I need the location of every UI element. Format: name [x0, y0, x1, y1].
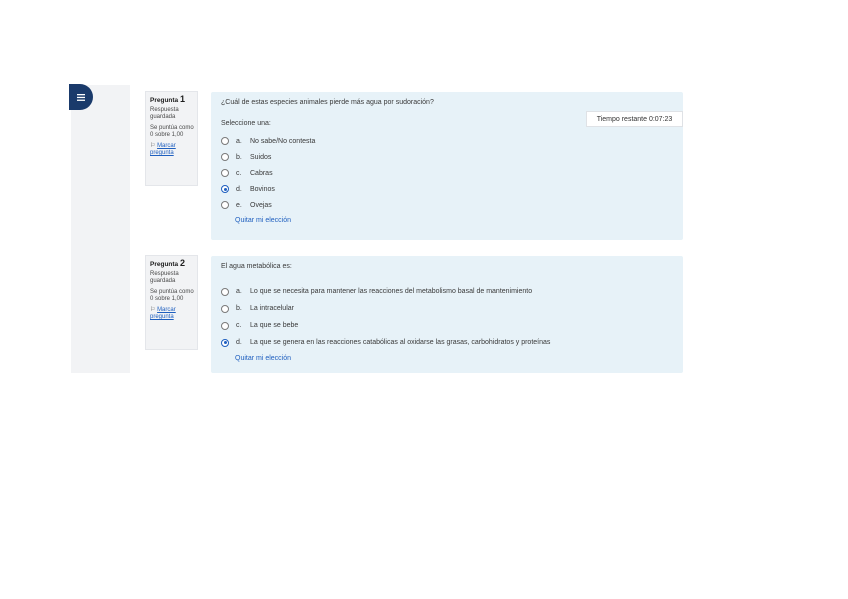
option-letter: c.	[236, 169, 242, 177]
question-2-panel	[211, 256, 683, 373]
option-2b[interactable]	[221, 300, 673, 317]
option-text: No sabe/No contesta	[250, 137, 316, 145]
option-2a[interactable]	[221, 283, 673, 300]
option-text: La que se genera en las reacciones catabólicas al oxidarse las grasas, carbohidratos y proteínas	[250, 339, 551, 346]
option-letter: d.	[236, 339, 242, 346]
question-status: Respuesta guardada	[150, 106, 179, 120]
option-text: Lo que se necesita para mantener las reacciones del metabolismo basal de mantenimiento	[250, 288, 533, 295]
flag-icon: ⚐	[150, 306, 156, 313]
question-score: Se puntúa como 0 sobre 1,00	[150, 288, 194, 302]
option-letter: d.	[236, 185, 242, 193]
clear-choice-link[interactable]: Quitar mi elección	[235, 355, 292, 362]
option-text: Suidos	[250, 153, 272, 161]
option-1c[interactable]	[221, 165, 673, 181]
timer-label: Tiempo restante 0:07:23	[596, 115, 673, 123]
option-1d[interactable]	[221, 181, 673, 197]
radio-button[interactable]	[221, 169, 229, 177]
question-2-text: El agua metabólica es:	[221, 263, 292, 270]
question-number: 2	[179, 258, 185, 268]
radio-button[interactable]	[221, 153, 229, 161]
left-drawer-strip	[71, 85, 130, 373]
option-text: La intracelular	[250, 305, 294, 312]
question-1-text: ¿Cuál de estas especies animales pierde más agua por sudoración?	[221, 99, 434, 106]
question-2-title	[150, 260, 194, 269]
option-letter: b.	[236, 153, 242, 161]
option-text: Bovinos	[250, 185, 275, 193]
option-letter: e.	[236, 201, 242, 209]
question-score: Se puntúa como 0 sobre 1,00	[150, 124, 194, 138]
radio-button[interactable]	[221, 288, 229, 296]
option-letter: c.	[236, 322, 242, 329]
option-1b[interactable]	[221, 149, 673, 165]
flag-icon: ⚐	[150, 142, 156, 149]
question-title-prefix: Pregunta	[150, 97, 179, 104]
option-text: Ovejas	[250, 201, 272, 209]
option-2d[interactable]	[221, 334, 673, 351]
clear-choice-link[interactable]: Quitar mi elección	[235, 217, 292, 224]
option-1e[interactable]	[221, 197, 673, 213]
question-1-title	[150, 96, 194, 105]
question-title-prefix: Pregunta	[150, 261, 179, 268]
question-1-info	[145, 91, 198, 186]
option-letter: a.	[236, 137, 242, 145]
radio-button[interactable]	[221, 305, 229, 313]
flag-label[interactable]: Marcar pregunta	[150, 142, 176, 156]
list-icon	[76, 93, 86, 102]
radio-button-selected[interactable]	[221, 185, 229, 193]
timer-box	[586, 111, 683, 127]
flag-question-link[interactable]	[150, 307, 194, 322]
flag-label[interactable]: Marcar pregunta	[150, 306, 176, 320]
question-1-prompt: Seleccione una:	[221, 120, 271, 127]
option-letter: a.	[236, 288, 242, 295]
question-number: 1	[179, 94, 185, 104]
option-text: Cabras	[250, 169, 273, 177]
option-1a[interactable]	[221, 133, 673, 149]
radio-button[interactable]	[221, 322, 229, 330]
option-letter: b.	[236, 305, 242, 312]
flag-question-link[interactable]	[150, 143, 194, 158]
radio-button-selected[interactable]	[221, 339, 229, 347]
option-text: La que se bebe	[250, 322, 299, 329]
question-2-info	[145, 255, 198, 350]
question-status: Respuesta guardada	[150, 270, 179, 284]
option-2c[interactable]	[221, 317, 673, 334]
radio-button[interactable]	[221, 201, 229, 209]
radio-button[interactable]	[221, 137, 229, 145]
